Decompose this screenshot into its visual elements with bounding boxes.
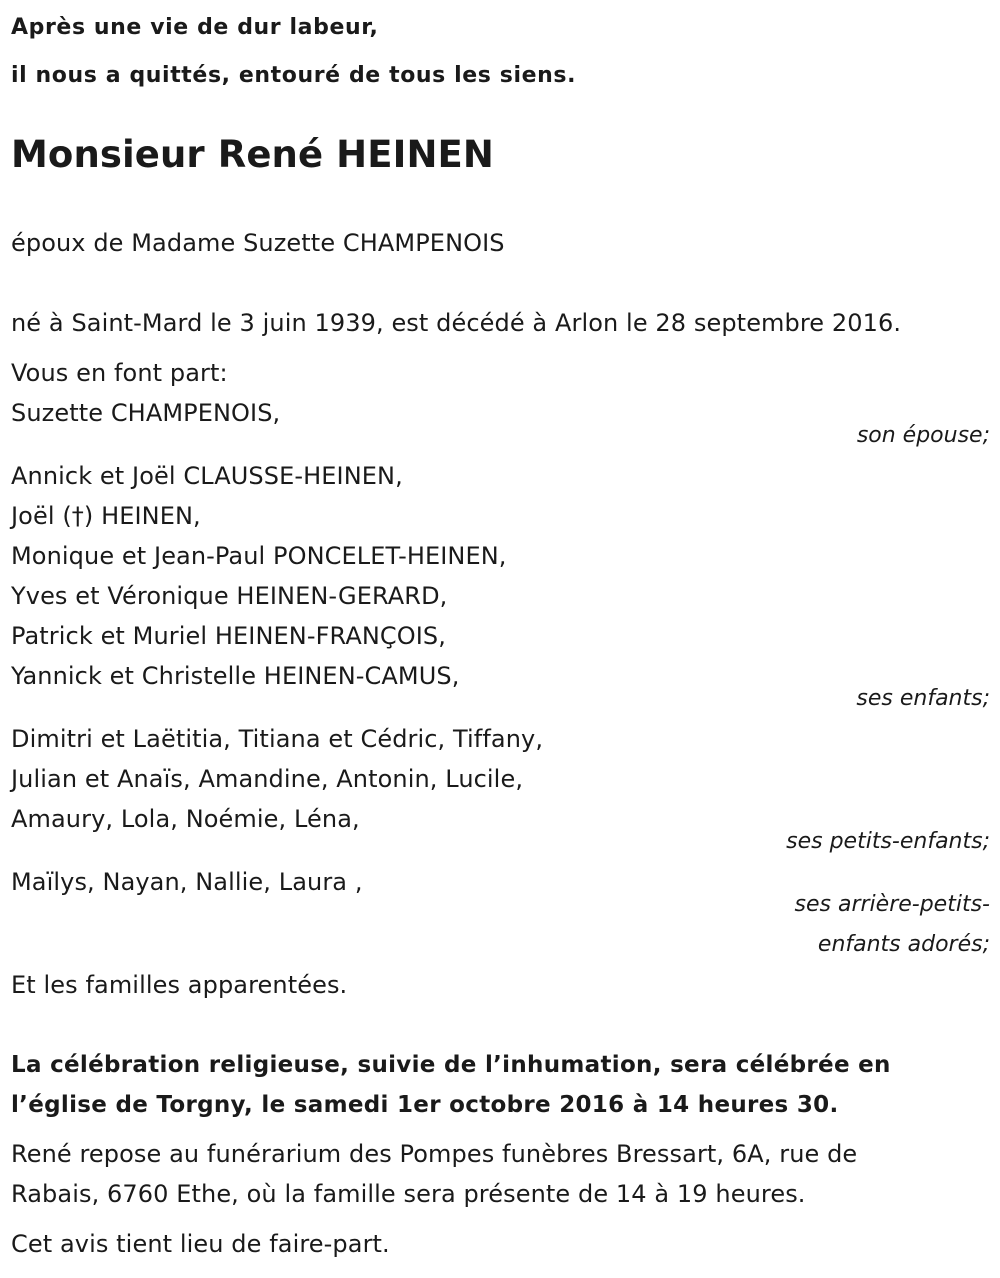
relation-label: ses arrière-petits- <box>794 892 990 917</box>
relation-label: son épouse; <box>856 423 990 448</box>
ceremony-line-1: La célébration religieuse, suivie de l’inhumation, sera célébrée en <box>11 1052 891 1078</box>
announcer-name: Annick et Joël CLAUSSE-HEINEN, <box>11 462 403 490</box>
spouse-line: époux de Madame Suzette CHAMPENOIS <box>11 229 505 257</box>
announcer-name: Julian et Anaïs, Amandine, Antonin, Lucile, <box>11 765 524 793</box>
announcer-name: Amaury, Lola, Noémie, Léna, <box>11 805 360 833</box>
rest-line-2: Rabais, 6760 Ethe, où la famille sera présente de 14 à 19 heures. <box>11 1180 806 1208</box>
announcers-heading: Vous en font part: <box>11 359 228 387</box>
announcer-name: Yves et Véronique HEINEN-GERARD, <box>11 582 448 610</box>
closing-line: Cet avis tient lieu de faire-part. <box>11 1230 390 1258</box>
announcer-name: Yannick et Christelle HEINEN-CAMUS, <box>11 662 460 690</box>
intro-line-2: il nous a quittés, entouré de tous les siens. <box>11 63 577 88</box>
announcer-name: Joël (†) HEINEN, <box>11 502 201 530</box>
rest-line-1: René repose au funérarium des Pompes funèbres Bressart, 6A, rue de <box>11 1140 858 1168</box>
announcer-name: Maïlys, Nayan, Nallie, Laura , <box>11 868 363 896</box>
announcer-name: Dimitri et Laëtitia, Titiana et Cédric, Tiffany, <box>11 725 544 753</box>
deceased-name: Monsieur René HEINEN <box>11 133 494 176</box>
birth-death-line: né à Saint-Mard le 3 juin 1939, est décédé à Arlon le 28 septembre 2016. <box>11 309 902 337</box>
relation-label: ses petits-enfants; <box>786 829 990 854</box>
intro-line-1: Après une vie de dur labeur, <box>11 15 379 40</box>
relation-label: ses enfants; <box>856 686 990 711</box>
announcer-name: Suzette CHAMPENOIS, <box>11 399 281 427</box>
ceremony-line-2: l’église de Torgny, le samedi 1er octobre 2016 à 14 heures 30. <box>11 1092 839 1118</box>
announcer-name: Monique et Jean-Paul PONCELET-HEINEN, <box>11 542 507 570</box>
announcer-name: Patrick et Muriel HEINEN-FRANÇOIS, <box>11 622 446 650</box>
relation-label: enfants adorés; <box>817 932 990 957</box>
families-line: Et les familles apparentées. <box>11 971 348 999</box>
